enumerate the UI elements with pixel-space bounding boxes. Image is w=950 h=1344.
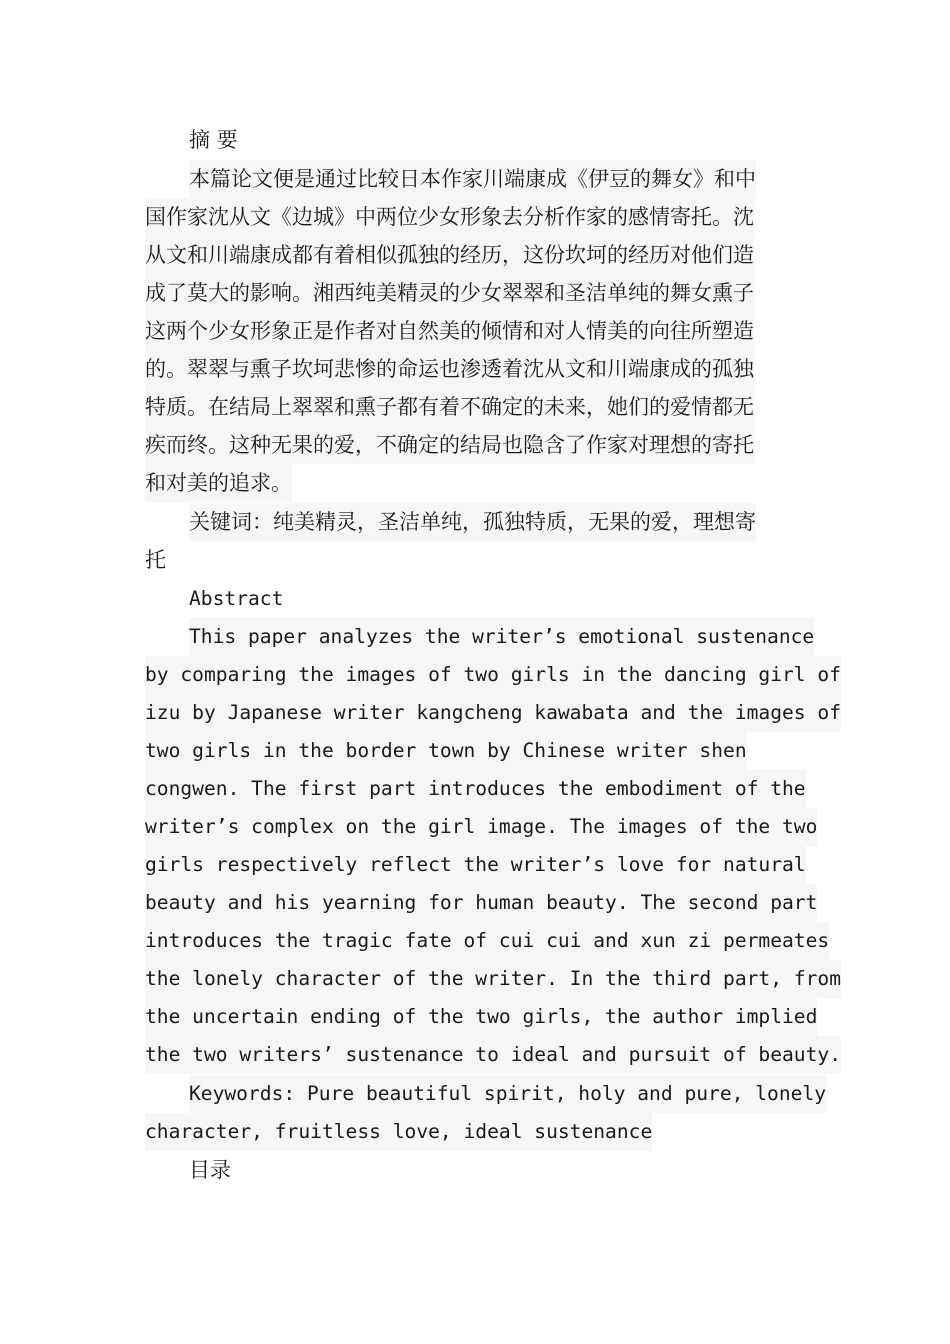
abstract-en-line: beauty and his yearning for human beauty. The second part xyxy=(145,884,817,922)
abstract-en-line: the two writers’ sustenance to ideal and pursuit of beauty. xyxy=(145,1036,841,1074)
keywords-en-line: character, fruitless love, ideal sustenance xyxy=(145,1113,652,1151)
abstract-cn-line: 和对美的追求。 xyxy=(145,464,292,502)
keywords-cn-line: 关键词：纯美精灵，圣洁单纯，孤独特质，无果的爱，理想寄 xyxy=(189,503,756,541)
abstract-cn-line: 的。翠翠与熏子坎坷悲惨的命运也渗透着沈从文和川端康成的孤独 xyxy=(145,350,754,388)
abstract-en-line: by comparing the images of two girls in the dancing girl of xyxy=(145,656,841,694)
keywords-en-line: Keywords: Pure beautiful spirit, holy and pure, lonely xyxy=(189,1075,826,1113)
abstract-en-line: congwen. The first part introduces the embodiment of the xyxy=(145,770,806,808)
abstract-cn-line: 这两个少女形象正是作者对自然美的倾情和对人情美的向往所塑造 xyxy=(145,312,754,350)
abstract-en-line: introduces the tragic fate of cui cui and xun zi permeates xyxy=(145,922,829,960)
abstract-en-line: the lonely character of the writer. In the third part, from xyxy=(145,960,841,998)
abstract-en-line: two girls in the border town by Chinese writer shen xyxy=(145,732,747,770)
abstract-cn-line: 从文和川端康成都有着相似孤独的经历，这份坎坷的经历对他们造 xyxy=(145,236,754,274)
abstract-en-line: girls respectively reflect the writer’s love for natural xyxy=(145,846,806,884)
abstract-en-line: This paper analyzes the writer’s emotional sustenance xyxy=(189,618,814,656)
keywords-cn-line: 托 xyxy=(145,548,166,572)
abstract-heading-en: Abstract xyxy=(189,587,284,610)
abstract-en-line: izu by Japanese writer kangcheng kawabata and the images of xyxy=(145,694,841,732)
toc-heading: 目录 xyxy=(189,1158,231,1182)
abstract-cn-line: 特质。在结局上翠翠和熏子都有着不确定的未来，她们的爱情都无 xyxy=(145,388,754,426)
abstract-en-line: the uncertain ending of the two girls, the author implied xyxy=(145,998,817,1036)
abstract-heading-cn: 摘 要 xyxy=(189,128,238,152)
abstract-cn-line: 成了莫大的影响。湘西纯美精灵的少女翠翠和圣洁单纯的舞女熏子 xyxy=(145,274,754,312)
abstract-cn-line: 国作家沈从文《边城》中两位少女形象去分析作家的感情寄托。沈 xyxy=(145,198,754,236)
abstract-cn-line: 疾而终。这种无果的爱，不确定的结局也隐含了作家对理想的寄托 xyxy=(145,426,754,464)
abstract-en-line: writer’s complex on the girl image. The images of the two xyxy=(145,808,817,846)
abstract-cn-line: 本篇论文便是通过比较日本作家川端康成《伊豆的舞女》和中 xyxy=(189,160,756,198)
